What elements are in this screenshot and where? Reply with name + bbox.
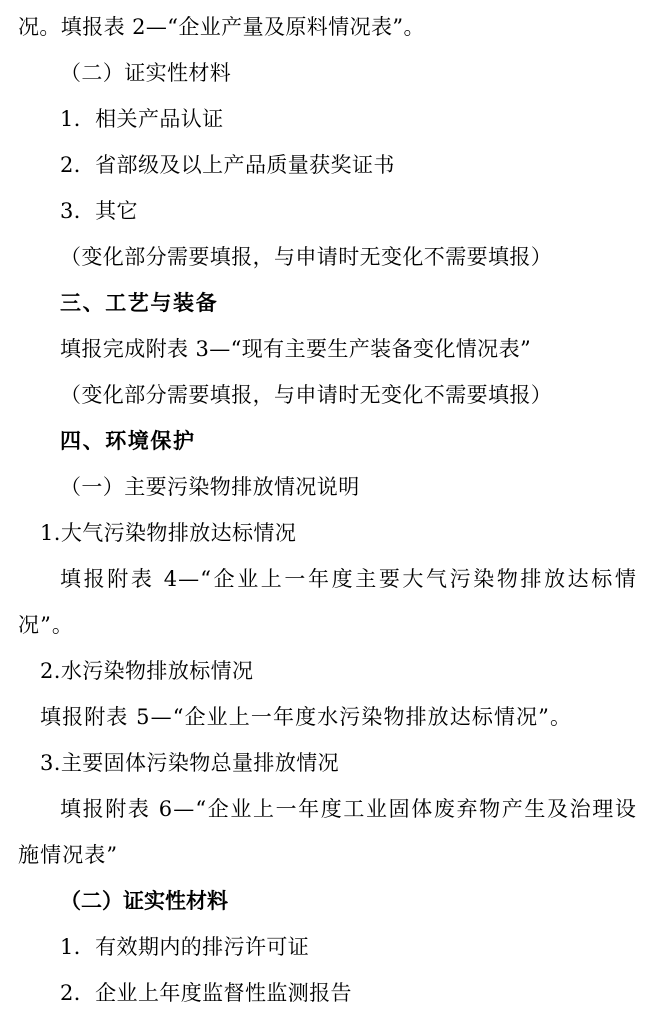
paragraph-table2-reference: 况。填报表 2—“企业产量及原料情况表”。	[18, 15, 425, 39]
paragraph-table4-reference	[18, 556, 637, 648]
list-item-other: 3．其它	[60, 199, 138, 223]
list-item-product-certification: 1．相关产品认证	[60, 107, 224, 131]
paragraph-change-note-2: （变化部分需要填报，与申请时无变化不需要填报）	[60, 383, 553, 407]
paragraph-table6-reference	[18, 786, 637, 878]
paragraph-solid-waste-total-discharge: 3.主要固体污染物总量排放情况	[40, 751, 340, 775]
paragraph-main-pollutant-discharge-description: （一）主要污染物排放情况说明	[60, 475, 360, 499]
paragraph-change-note-1: （变化部分需要填报，与申请时无变化不需要填报）	[60, 245, 553, 269]
list-item-pollution-permit: 1．有效期内的排污许可证	[60, 935, 310, 959]
paragraph-water-pollutant-compliance: 2.水污染物排放标情况	[40, 659, 254, 683]
paragraph-section-two-supporting-materials: （二）证实性材料	[60, 61, 232, 85]
paragraph-air-pollutant-compliance: 1.大气污染物排放达标情况	[40, 521, 297, 545]
paragraph-table6-line2: 设施情况表”	[18, 797, 637, 867]
heading-section-two-supporting-materials-env: （二）证实性材料	[60, 889, 228, 913]
paragraph-table4-line1: 填报附表 4—“企业上一年度主要大气污染物排放达标	[60, 567, 615, 591]
paragraph-table5-reference: 填报附表 5—“企业上一年度水污染物排放达标情况”。	[40, 705, 573, 729]
heading-section-three-process-equipment: 三、工艺与装备	[60, 291, 219, 315]
paragraph-table3-reference: 填报完成附表 3—“现有主要生产装备变化情况表”	[60, 337, 532, 361]
heading-section-four-environmental-protection: 四、环境保护	[60, 429, 196, 453]
list-item-supervisory-monitoring-report: 2．企业上年度监督性监测报告	[60, 981, 352, 1005]
paragraph-table6-line1: 填报附表 6—“企业上一年度工业固体废弃物产生及治理	[60, 797, 615, 821]
paragraph-table4-line2: 情况”。	[18, 567, 637, 637]
list-item-quality-award-certificate: 2．省部级及以上产品质量获奖证书	[60, 153, 395, 177]
